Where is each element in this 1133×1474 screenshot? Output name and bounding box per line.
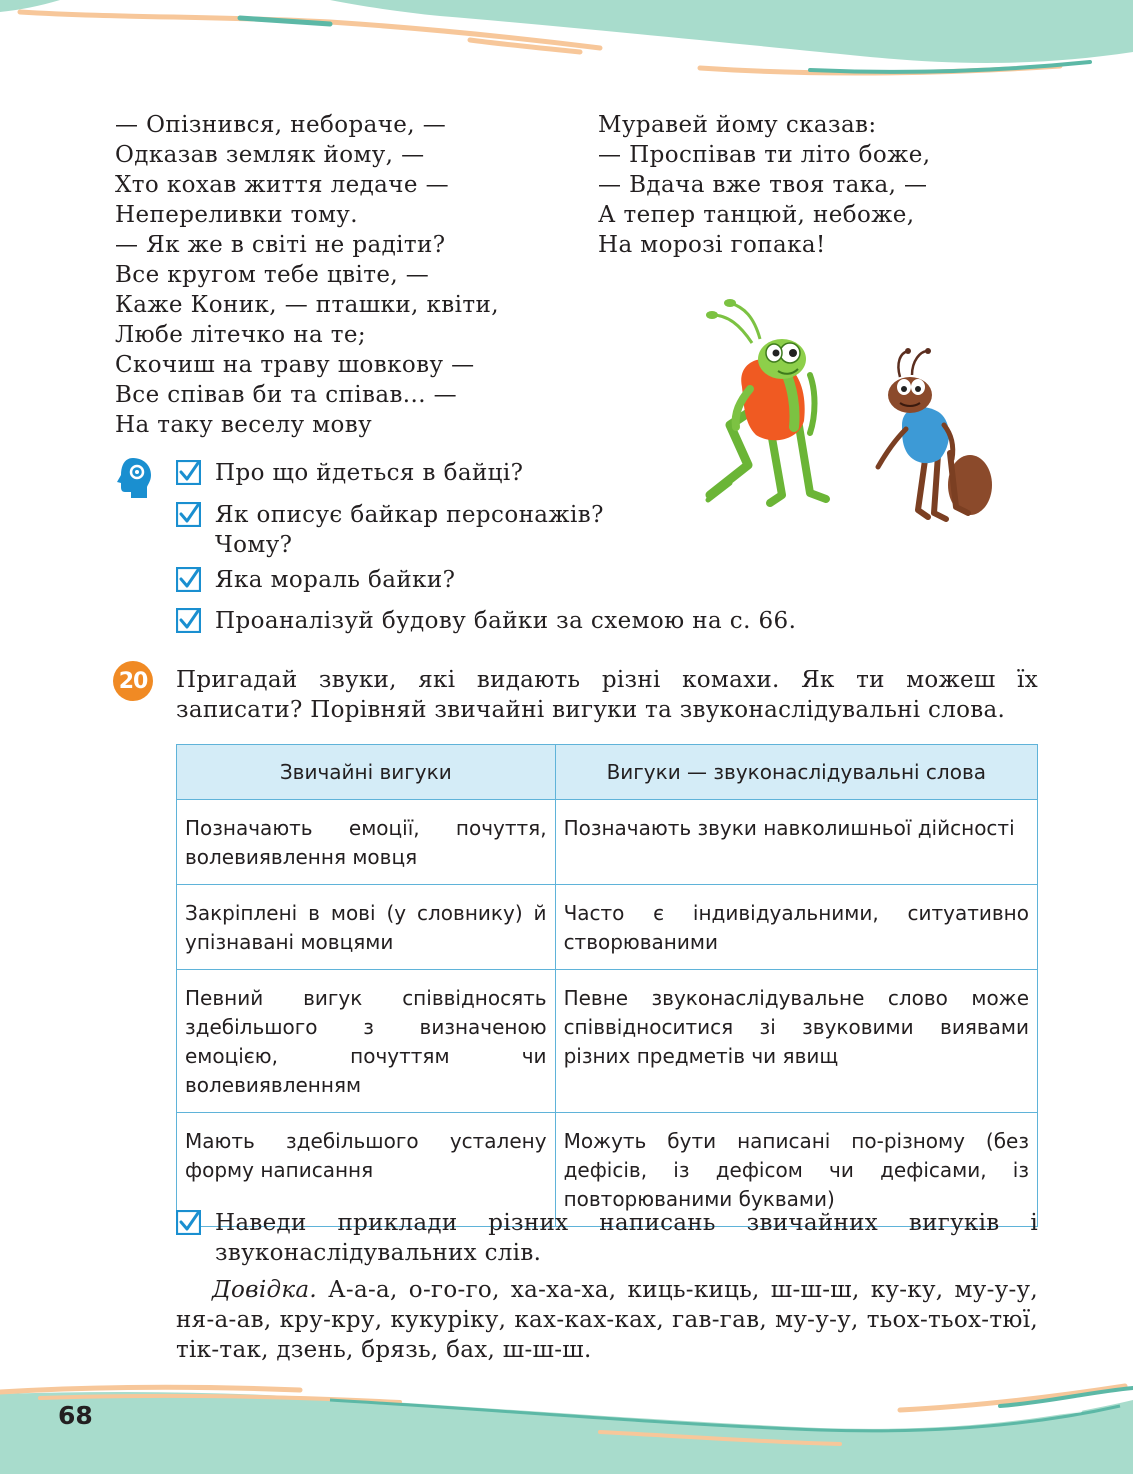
table-cell: Мають здебільшого усталену форму написання — [177, 1113, 556, 1227]
checked-box-icon — [176, 608, 201, 633]
poem-line: Любе літечко на те; — [115, 322, 367, 348]
question-text: Як описує байкар персонажів? — [215, 502, 604, 528]
grasshopper-figure — [706, 299, 826, 503]
checked-box-icon — [176, 502, 201, 527]
poem-line: — Проспівав ти літо боже, — [598, 142, 931, 168]
checked-box-icon — [176, 567, 201, 592]
poem-line: Каже Коник, — пташки, квіти, — [115, 292, 499, 318]
comparison-table — [176, 744, 1038, 1227]
task-instruction: Пригадай звуки, які видають різні комахи. Як ти можеш їх записати? Порівняй звичайні вигуки та звуконаслідувальні слова. — [176, 667, 1038, 723]
page-number: 68 — [58, 1401, 93, 1430]
table-cell: Певне звуконаслідувальне слово може співвідноситися зі звуковими виявами різних предметів чи явищ — [555, 970, 1037, 1113]
poem-line: — Опізнився, небораче, — — [115, 112, 447, 138]
table-row — [177, 970, 1038, 1113]
task-number-badge: 20 — [113, 661, 153, 701]
table-cell: Позначають звуки навколишньої дійсності — [555, 800, 1037, 885]
poem-line: Скочиш на траву шовкову — — [115, 352, 475, 378]
poem-line: На морозі гопака! — [598, 232, 826, 258]
poem-line: Все кругом тебе цвіте, — — [115, 262, 430, 288]
grasshopper-and-ant-illustration — [690, 295, 1010, 545]
poem-line: Непереливки тому. — [115, 202, 358, 228]
table-cell: Позначають емоції, почуття, волевиявлення мовця — [177, 800, 556, 885]
head-silhouette-icon — [113, 456, 153, 500]
ant-figure — [878, 348, 992, 519]
checked-box-icon — [176, 460, 201, 485]
question-text: Про що йдеться в байці? — [215, 460, 524, 486]
top-wave-decoration — [0, 0, 1133, 90]
poem-line: На таку веселу мову — [115, 412, 373, 438]
question-text: Яка мораль байки? — [215, 567, 456, 593]
table-header-row — [177, 745, 1038, 800]
table-cell: Певний вигук співвідносять здебільшого з визначеною емоцією, почуттям чи волевиявленням — [177, 970, 556, 1113]
poem-right-column — [598, 110, 930, 260]
table-cell: Закріплені в мові (у словнику) й упізнавані мовцями — [177, 885, 556, 970]
poem-line: Все співав би та співав... — — [115, 382, 458, 408]
poem-line: А тепер танцюй, небоже, — [598, 202, 915, 228]
reference-paragraph — [176, 1275, 1038, 1365]
reference-words: А-а-а, о-го-го, ха-ха-ха, киць-киць, ш-ш-ш, ку-ку, му-у-у, ня-а-ав, кру-кру, кукуріку, ках-ках-ках, гав-гав, му-у-у, тьох-тьох-тюї, тік-так, дзень, брязь, бах, ш-ш-ш. — [176, 1277, 1038, 1363]
reference-label: Довідка. — [212, 1277, 318, 1303]
poem-line: — Вдача вже твоя така, — — [598, 172, 928, 198]
poem-line: Муравей йому сказав: — [598, 112, 877, 138]
question-text-continued: Чому? — [215, 532, 293, 558]
poem-line: Хто кохав життя ледаче — — [115, 172, 450, 198]
table-cell: Можуть бути написані по-різному (без дефісів, із дефісом чи дефісами, із повторюваними буквами) — [555, 1113, 1037, 1227]
poem-line: — Як же в світі не радіти? — [115, 232, 446, 258]
bottom-wave-decoration — [0, 1370, 1133, 1474]
table-row — [177, 885, 1038, 970]
checked-box-icon — [176, 1210, 201, 1235]
exercise-instruction: Наведи приклади різних написань звичайних вигуків і звуконаслідувальних слів. — [215, 1210, 1038, 1266]
poem-line: Одказав земляк йому, — — [115, 142, 425, 168]
question-text: Проаналізуй будову байки за схемою на с. 66. — [215, 608, 797, 634]
poem-left-column — [115, 110, 499, 440]
table-header-cell: Вигуки — звуконаслідувальні слова — [555, 745, 1037, 800]
table-row — [177, 800, 1038, 885]
table-header-cell: Звичайні вигуки — [177, 745, 556, 800]
table-cell: Часто є індивідуальними, ситуативно створюваними — [555, 885, 1037, 970]
